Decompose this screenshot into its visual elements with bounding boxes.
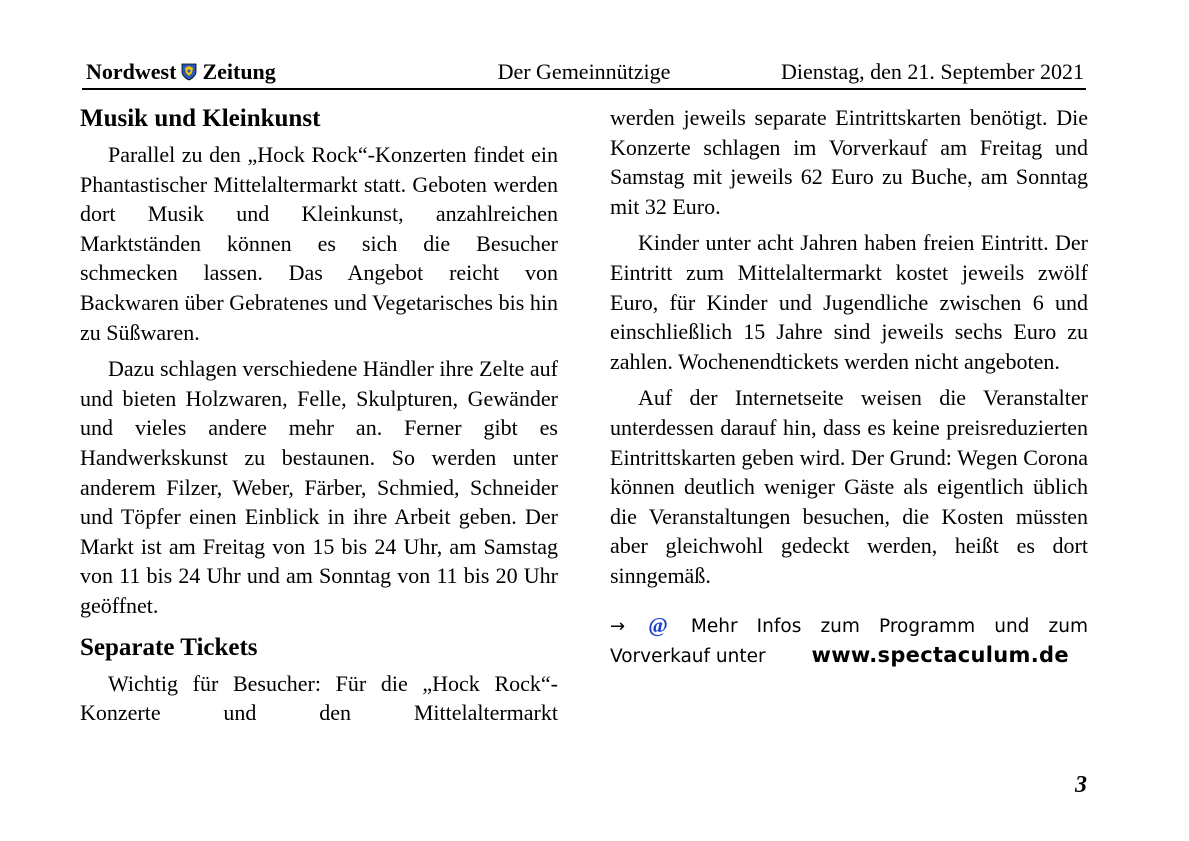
section-title: Der Gemeinnützige: [497, 59, 671, 84]
article-column-right: [610, 103, 1088, 671]
brand-name-right: Zeitung: [202, 59, 276, 84]
page-header: [82, 56, 1086, 90]
issue-date: Dienstag, den 21. September 2021: [780, 59, 1084, 84]
article-column-left: [80, 96, 558, 735]
more-info-note: [610, 611, 1088, 671]
at-icon: @: [648, 612, 668, 637]
arrow-icon: →: [610, 615, 626, 637]
subheading-music: Musik und Kleinkunst: [80, 105, 321, 132]
paragraph: Wichtig für Besucher: Für die „Hock Rock“-Konzerte und den Mittelaltermarkt: [80, 670, 558, 726]
paragraph: Auf der Internetseite weisen die Veranstalter unterdessen darauf hin, dass es keine preisreduzierten Eintrittskarten geben wird. Der Grund: Wegen Corona können deutlich weniger Gäste als eigentlich üblich die Veranstaltungen besuchen, die Kosten müssten aber gleichwohl gedeckt werden, heißt es dort sinngemäß.: [610, 385, 1088, 588]
paragraph: werden jeweils separate Eintrittskarten benötigt. Die Konzerte schlagen im Vorverkauf am Freitag und Samstag mit jeweils 62 Euro zu Buche, am Sonntag mit 32 Euro.: [610, 105, 1088, 219]
paragraph: Parallel zu den „Hock Rock“-Konzerten findet ein Phantastischer Mittelaltermarkt statt. Geboten werden dort Musik und Kleinkunst, anzahlreichen Marktständen können es sich die Besucher schmecken lassen. Das Angebot reicht von Backwaren über Gebratenes und Vegetarisches bis hin zu Süßwaren.: [80, 142, 558, 345]
subheading-tickets: Separate Tickets: [80, 633, 258, 661]
page-number: 3: [1075, 772, 1087, 798]
paragraph: Dazu schlagen verschiedene Händler ihre Zelte auf und bieten Holzwaren, Felle, Skulpturen, Gewänder und vieles andere mehr an. Ferner gibt es Handwerkskunst zu bestaunen. So werden unter anderem Filzer, Weber, Färber, Schmied, Schneider und Töpfer einen Einblick in ihre Arbeit geben. Der Markt ist am Freitag von 15 bis 24 Uhr, am Samstag von 11 bis 24 Uhr und am Sonntag von 11 bis 20 Uhr geöffnet.: [80, 356, 558, 618]
brand-name-left: Nordwest: [86, 59, 177, 84]
paragraph: Kinder unter acht Jahren haben freien Eintritt. Der Eintritt zum Mittelaltermarkt kostet jeweils zwölf Euro, für Kinder und Jugendliche zwischen 6 und einschließlich 15 Jahre sind jeweils sechs Euro zu zahlen. Wochenendtickets werden nicht angeboten.: [610, 230, 1088, 374]
more-info-text: Mehr Infos zum Programm und zum Vorverkauf unter: [610, 615, 1088, 667]
website-link[interactable]: www.spectaculum.de: [811, 642, 1069, 667]
